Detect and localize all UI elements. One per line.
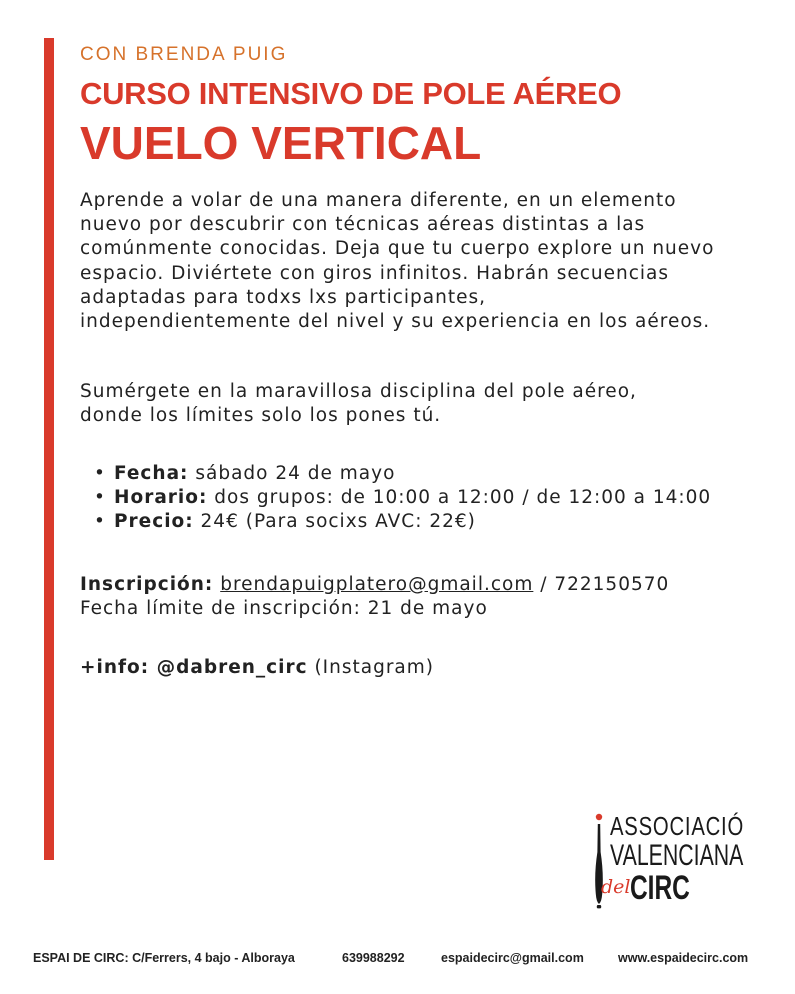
instagram-network: (Instagram) [307,657,435,678]
kicker: CON BRENDA PUIG [80,44,288,65]
page-title: VUELO VERTICAL [80,117,482,169]
course-subtitle: CURSO INTENSIVO DE POLE AÉREO [80,76,622,111]
detail-label: Horario: [114,487,208,509]
footer-address: ESPAI DE CIRC: C/Ferrers, 4 bajo - Alboraya [33,951,295,965]
detail-label: Fecha: [114,463,189,484]
avc-logo [592,812,752,912]
tagline-line: Sumérgete en la maravillosa disciplina del pole aéreo, [80,381,637,402]
description-line: nuevo por descubrir con técnicas aéreas distintas a las [80,214,646,236]
details-list [94,462,711,535]
detail-label: Precio: [114,511,194,533]
description-line: adaptadas para todxs lxs participantes, [80,286,486,308]
logo-line-3: CIRC [630,869,690,907]
registration-deadline: Fecha límite de inscripción: 21 de mayo [80,598,488,620]
instagram-handle[interactable]: @dabren_circ [149,657,308,678]
description-paragraph [80,189,714,334]
detail-price [94,510,711,534]
registration-line [80,573,669,597]
detail-value: sábado 24 de mayo [188,463,396,484]
logo-line-2: VALENCIANA [610,839,744,872]
logo-del: del [601,876,631,898]
detail-value: dos grupos: de 10:00 a 12:00 / de 12:00 a 14:00 [207,487,712,509]
accent-bar [44,38,54,860]
description-line: Aprende a volar de una manera diferente, en un elemento [80,190,677,211]
logo-line-1: ASSOCIACIÓ [610,811,745,841]
description-line: comúnmente conocidas. Deja que tu cuerpo explore un nuevo [80,238,715,260]
tagline-line: donde los límites solo los pones tú. [80,405,442,427]
registration-label: Inscripción: [80,574,214,595]
detail-schedule [94,486,711,510]
registration-block [80,573,669,621]
detail-date [94,462,711,486]
footer-phone: 639988292 [342,951,405,965]
tagline-paragraph [80,380,637,428]
registration-phone: / 722150570 [533,574,670,595]
footer-email[interactable]: espaidecirc@gmail.com [441,951,584,965]
description-line: espacio. Diviértete con giros infinitos. Habrán secuencias [80,262,669,284]
footer-website[interactable]: www.espaidecirc.com [618,951,749,965]
description-line: independientemente del nivel y su experiencia en los aéreos. [80,311,711,333]
registration-email-link[interactable]: brendapuigplatero@gmail.com [220,574,534,595]
more-info-line [80,656,434,680]
detail-value: 24€ (Para socixs AVC: 22€) [193,511,476,533]
more-info-label: +info: [80,657,150,678]
